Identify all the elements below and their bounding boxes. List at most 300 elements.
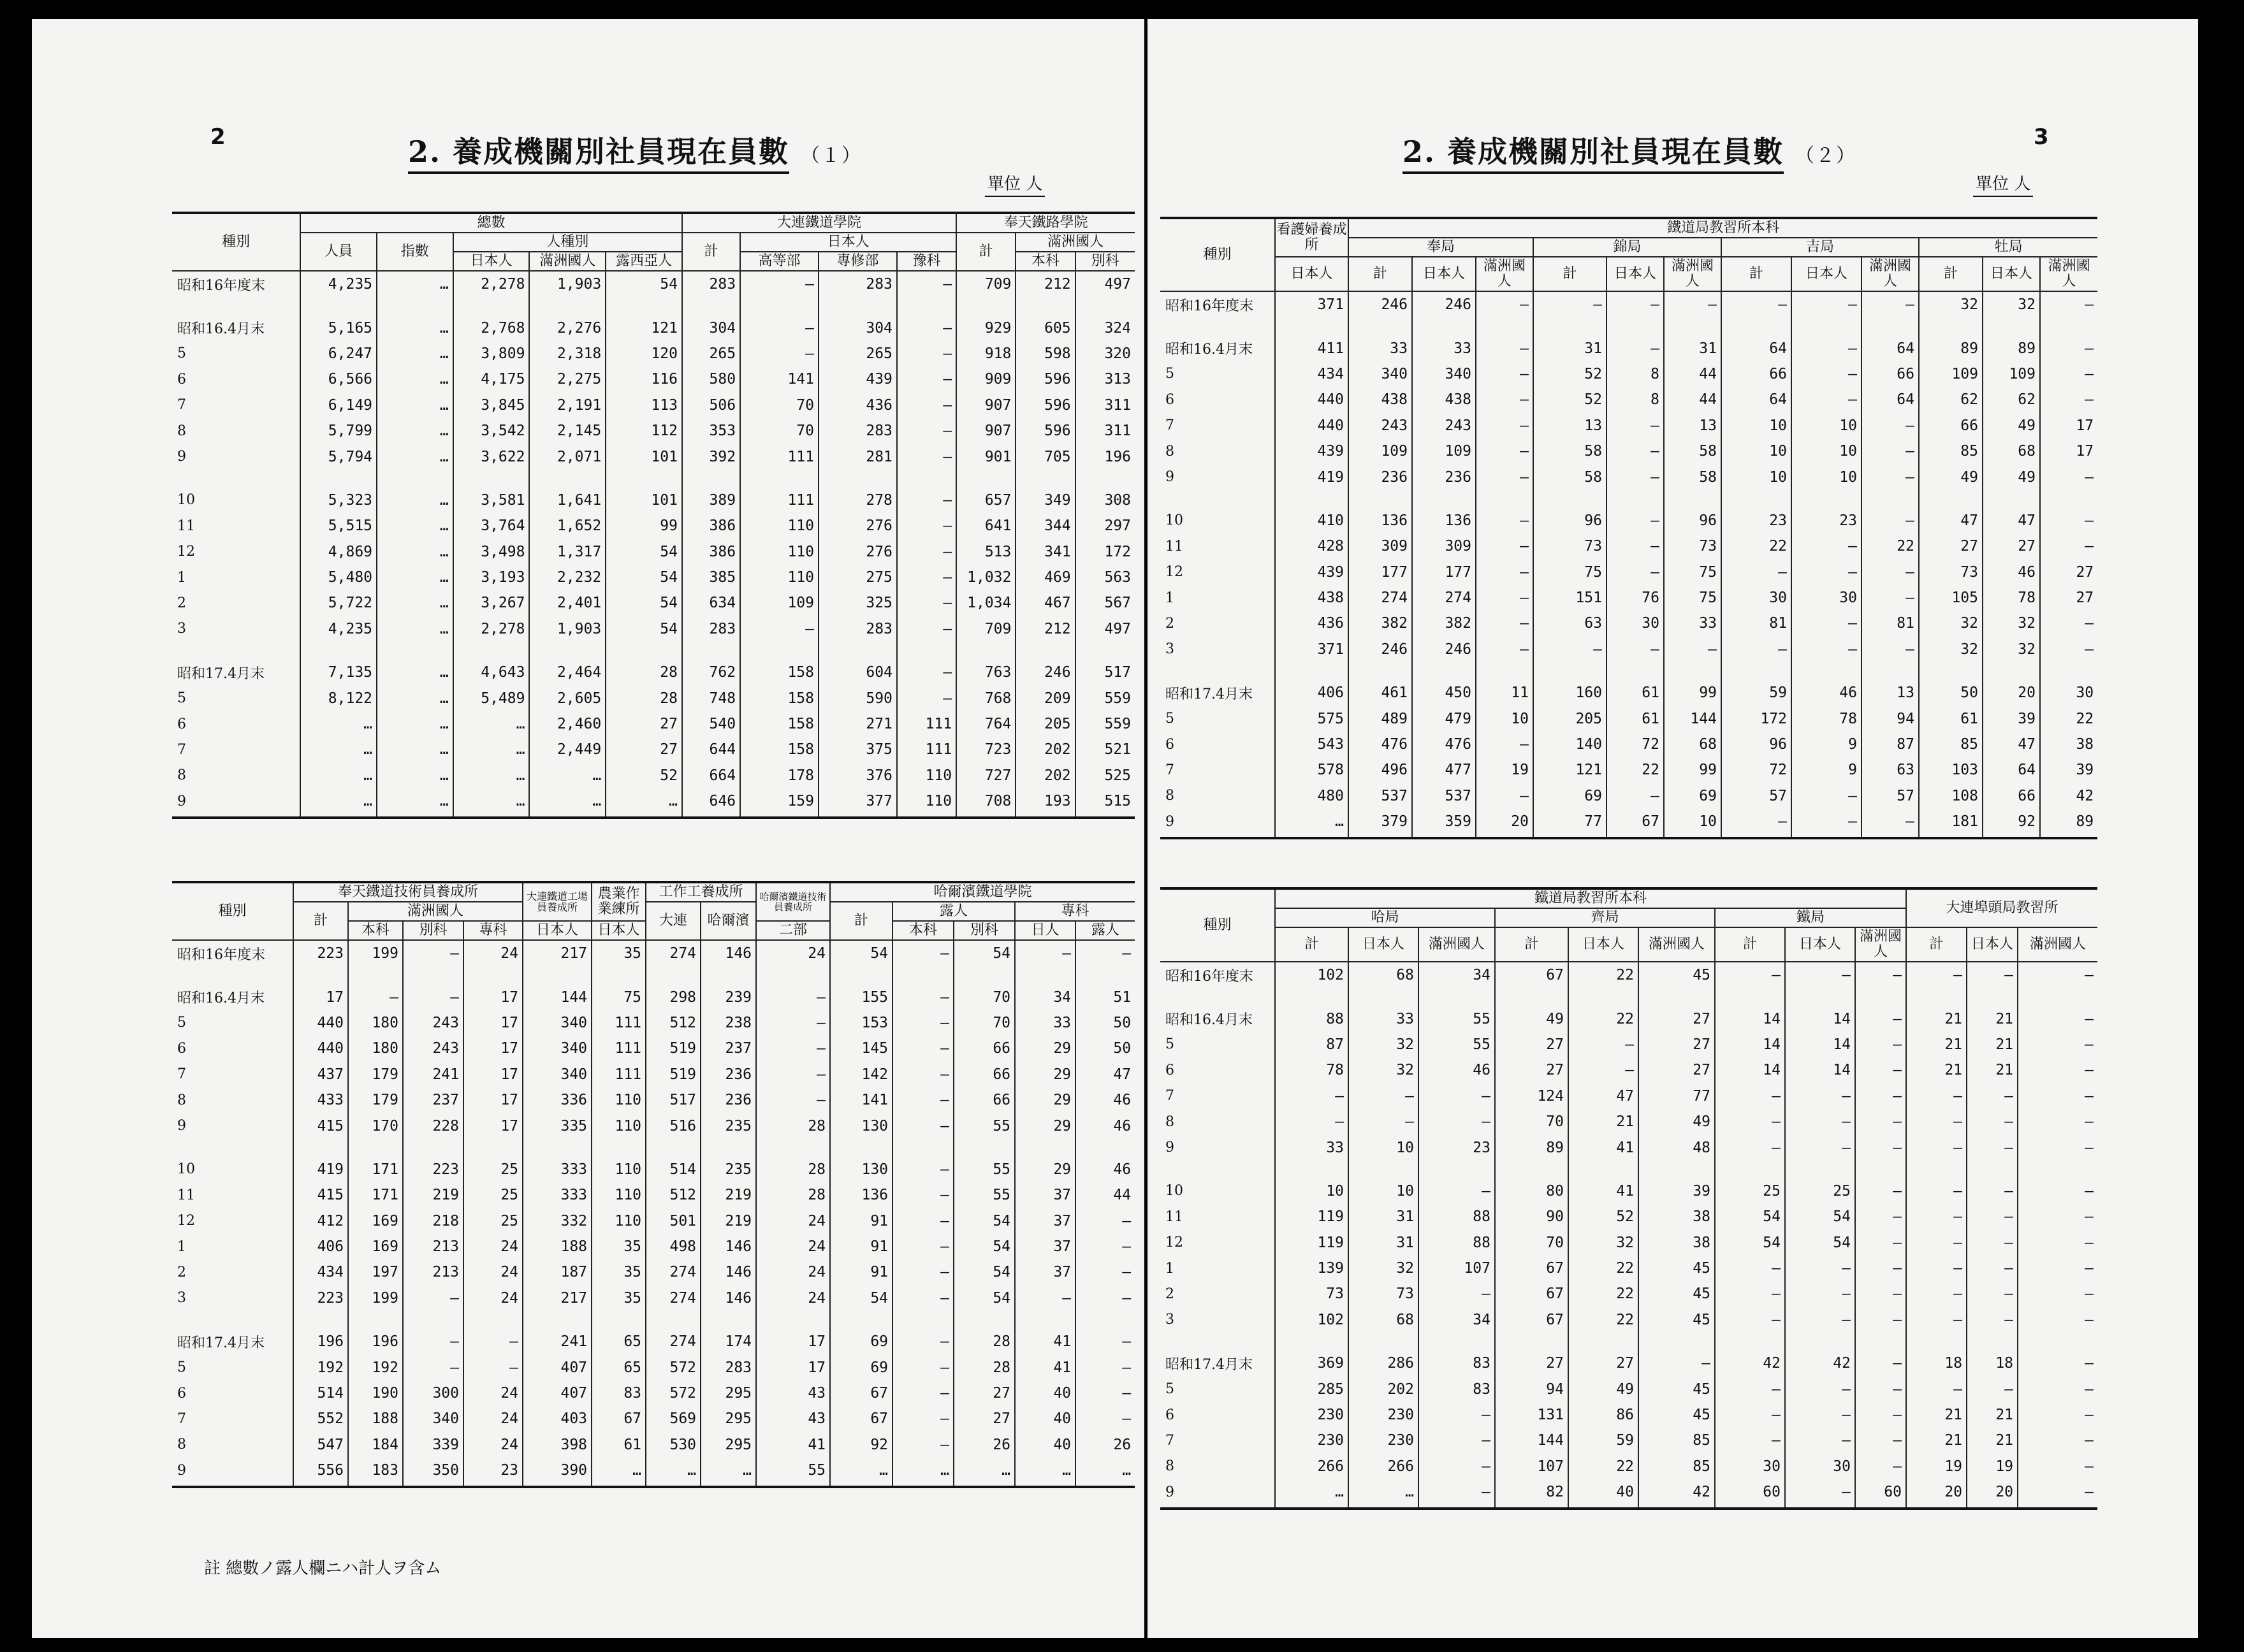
spacer-cell	[1412, 662, 1476, 680]
table-cell: 27	[1638, 1032, 1715, 1057]
spacer-cell	[830, 1311, 892, 1329]
table-cell: 325	[819, 590, 897, 616]
table-cell: —	[1791, 611, 1861, 636]
spacer-cell	[2018, 1333, 2097, 1351]
table-cell: 664	[682, 763, 740, 788]
table-lower	[172, 881, 1135, 1488]
table-cell: 131	[1495, 1402, 1568, 1428]
table-cell: …	[453, 737, 530, 762]
table-cell: 428	[1275, 533, 1348, 559]
row-label: 6	[1165, 391, 1174, 408]
row-label: 9	[177, 449, 186, 465]
table-cell: …	[377, 513, 453, 539]
table-cell: 513	[956, 539, 1016, 565]
table-cell: 22	[1568, 962, 1638, 988]
table-cell: 20	[1476, 809, 1533, 838]
table-cell: —	[1906, 1230, 1967, 1256]
table-cell: —	[1476, 361, 1533, 387]
table-cell: 512	[646, 1182, 701, 1208]
table-cell: 230	[1348, 1402, 1418, 1428]
table-cell: 341	[1016, 539, 1075, 565]
table-cell: 382	[1412, 611, 1476, 636]
table-cell: 33	[1664, 611, 1721, 636]
table-cell: 439	[819, 366, 897, 392]
table-cell: 91	[830, 1234, 892, 1259]
spacer-cell	[1906, 1161, 1967, 1178]
spacer-cell	[403, 966, 463, 984]
header-kei: 計	[1348, 257, 1412, 291]
spacer-cell	[646, 966, 701, 984]
spacer-cell	[529, 297, 606, 315]
title-part: （２）	[1795, 145, 1857, 167]
table-cell: 27	[1495, 1351, 1568, 1376]
header-mc: 滿洲國人	[529, 252, 606, 271]
table-cell: 177	[1412, 560, 1476, 585]
table-cell: 81	[1721, 611, 1791, 636]
spacer-cell	[1721, 317, 1791, 335]
row-spacer	[172, 1311, 1135, 1329]
table-cell: 146	[701, 1259, 756, 1285]
table-cell: 498	[646, 1234, 701, 1259]
table-cell: 41	[1015, 1329, 1075, 1354]
table-cell: —	[1418, 1402, 1495, 1428]
table-cell: 762	[682, 660, 740, 685]
table-cell: —	[897, 513, 956, 539]
table-cell: —	[1785, 1307, 1855, 1333]
table-cell: 158	[740, 711, 819, 737]
table-cell: 75	[1664, 585, 1721, 611]
spacer-cell	[956, 297, 1016, 315]
table-cell: —	[1785, 1479, 1855, 1509]
spacer-cell	[453, 470, 530, 488]
table-cell: 54	[1715, 1230, 1785, 1256]
table-cell: 572	[646, 1354, 701, 1380]
table-cell: 476	[1348, 732, 1412, 757]
spacer-cell	[1664, 317, 1721, 335]
header-harbin-rail: 哈爾濱鐵道技術員養成所	[756, 882, 830, 921]
table-cell: 109	[740, 590, 819, 616]
table-cell: 440	[1275, 413, 1348, 438]
table-cell: …	[830, 1458, 892, 1487]
table-cell: 3,267	[453, 590, 530, 616]
table-cell: 350	[403, 1458, 463, 1487]
header-kei: 計	[1275, 927, 1348, 962]
table-cell: 324	[1075, 315, 1135, 340]
table-cell: 158	[740, 660, 819, 685]
table-cell: 87	[1861, 732, 1919, 757]
table-cell: 110	[740, 565, 819, 590]
table-cell: …	[300, 763, 377, 788]
table-cell: 105	[1919, 585, 1983, 611]
table-cell: 73	[1919, 560, 1983, 585]
table-cell: —	[897, 616, 956, 642]
table-row	[1160, 1479, 2097, 1509]
spacer-cell	[1016, 642, 1075, 660]
table-cell: 130	[830, 1157, 892, 1182]
table-cell: 212	[1016, 616, 1075, 642]
table-cell: 909	[956, 366, 1016, 392]
table-cell: 10	[1664, 809, 1721, 838]
table-cell: —	[1785, 1428, 1855, 1453]
table-cell: —	[897, 341, 956, 366]
spacer-cell	[819, 470, 897, 488]
table-cell: 377	[819, 788, 897, 818]
header-jilin-bureau: 吉局	[1721, 238, 1919, 257]
table-row	[1160, 1230, 2097, 1256]
table-cell: —	[2018, 1307, 2097, 1333]
table-cell: 4,235	[300, 271, 377, 297]
header-senka: 專科	[463, 921, 523, 940]
table-cell: —	[897, 315, 956, 340]
table-cell: —	[892, 984, 954, 1010]
table-cell: —	[897, 271, 956, 297]
table-row	[172, 660, 1135, 685]
table-cell: 266	[1275, 1454, 1348, 1479]
table-cell: 8	[1606, 387, 1664, 412]
table-cell: 72	[1721, 757, 1791, 783]
spacer-cell	[348, 966, 403, 984]
table-cell: 54	[1785, 1230, 1855, 1256]
spacer-cell	[606, 470, 682, 488]
table-cell: 26	[1075, 1432, 1135, 1458]
spacer-cell	[523, 1311, 592, 1329]
table-row	[172, 418, 1135, 444]
table-cell: 219	[701, 1182, 756, 1208]
table-cell: 6,247	[300, 341, 377, 366]
table-cell: 111	[897, 711, 956, 737]
table-cell: 178	[740, 763, 819, 788]
table-cell: 54	[606, 590, 682, 616]
table-cell: 41	[1568, 1134, 1638, 1160]
table-cell: 241	[523, 1329, 592, 1354]
table-cell: —	[1476, 560, 1533, 585]
table-cell: 55	[756, 1458, 830, 1487]
spacer-cell	[2018, 988, 2097, 1006]
spacer-cell	[453, 642, 530, 660]
table-cell: 440	[293, 1010, 348, 1036]
header-keiko: 專修部	[819, 252, 897, 271]
table-cell: 5,794	[300, 444, 377, 469]
table-cell: 83	[592, 1380, 646, 1406]
table-cell: 295	[701, 1380, 756, 1406]
table-cell: 24	[463, 1259, 523, 1285]
table-cell: 82	[1495, 1479, 1568, 1509]
header-kei: 計	[1906, 927, 1967, 962]
spacer-cell	[1919, 317, 1983, 335]
table-cell: 54	[1785, 1204, 1855, 1229]
table-cell: 47	[1983, 732, 2040, 757]
table-cell: 236	[1348, 464, 1412, 489]
table-cell: 918	[956, 341, 1016, 366]
header-jp: 日本人	[1606, 257, 1664, 291]
table-cell: 87	[1275, 1032, 1348, 1057]
table-cell: 110	[592, 1157, 646, 1182]
table-cell: 1,903	[529, 271, 606, 297]
table-row	[172, 1432, 1135, 1458]
row-label: 昭和16年度末	[177, 946, 265, 963]
table-cell: 75	[1533, 560, 1606, 585]
table-cell: 604	[819, 660, 897, 685]
table-cell: 10	[1476, 706, 1533, 731]
table-cell: 2,071	[529, 444, 606, 469]
table-cell: 23	[1721, 508, 1791, 533]
header-jp: 日本人	[1412, 257, 1476, 291]
table-cell: 45	[1638, 1256, 1715, 1281]
table-cell: 68	[1664, 732, 1721, 757]
table-cell: 110	[740, 539, 819, 565]
table-cell: 519	[646, 1062, 701, 1087]
table-row	[1160, 464, 2097, 489]
table-cell: 51	[1075, 984, 1135, 1010]
row-label: 8	[1165, 788, 1174, 804]
table-cell: 69	[1533, 783, 1606, 809]
spacer-cell	[2040, 662, 2097, 680]
table-cell: 91	[830, 1208, 892, 1234]
table-cell: 929	[956, 315, 1016, 340]
table-cell: 24	[463, 1432, 523, 1458]
table-cell: 439	[1275, 560, 1348, 585]
table-cell: —	[1855, 1134, 1906, 1160]
spacer-cell	[300, 470, 377, 488]
table-cell: 4,235	[300, 616, 377, 642]
row-label: 2	[177, 1264, 186, 1280]
table-cell: 228	[403, 1113, 463, 1138]
table-cell: 171	[348, 1157, 403, 1182]
table-cell: 476	[1412, 732, 1476, 757]
spacer-cell	[1664, 490, 1721, 508]
table-row	[1160, 560, 2097, 585]
table-cell: —	[1785, 1134, 1855, 1160]
table-cell: 497	[1075, 271, 1135, 297]
spacer-cell	[819, 297, 897, 315]
spacer-cell	[892, 1139, 954, 1157]
table-cell: 4,175	[453, 366, 530, 392]
table-row	[172, 1182, 1135, 1208]
table-cell: 530	[646, 1432, 701, 1458]
spacer-cell	[1983, 317, 2040, 335]
table-cell: 236	[1412, 464, 1476, 489]
table-cell: 28	[756, 1113, 830, 1138]
spacer-cell	[1418, 1161, 1495, 1178]
table-cell: 298	[646, 984, 701, 1010]
spacer-cell	[2040, 317, 2097, 335]
table-cell: 33	[1275, 1134, 1348, 1160]
row-label: 昭和17.4月末	[1165, 686, 1253, 702]
spacer-cell	[1348, 662, 1412, 680]
table-row	[172, 940, 1135, 966]
table-cell: 136	[830, 1182, 892, 1208]
spacer-cell	[756, 1139, 830, 1157]
table-cell: 19	[1906, 1454, 1967, 1479]
table-cell: 496	[1348, 757, 1412, 783]
spacer-cell	[897, 642, 956, 660]
header-kei: 計	[1495, 927, 1568, 962]
table-cell: 92	[1983, 809, 2040, 838]
header-betsuka: 別科	[954, 921, 1015, 940]
table-cell: 243	[1412, 413, 1476, 438]
table-cell: …	[300, 711, 377, 737]
table-cell: 109	[1348, 438, 1412, 464]
table-cell: 537	[1348, 783, 1412, 809]
table-cell: 169	[348, 1234, 403, 1259]
header-fengtian-institute: 奉天鐵路學院	[956, 213, 1135, 233]
table-cell: 246	[1412, 637, 1476, 662]
table-cell: 144	[523, 984, 592, 1010]
table-cell: 14	[1715, 1057, 1785, 1083]
table-cell: 407	[523, 1354, 592, 1380]
table-cell: 14	[1785, 1032, 1855, 1057]
table-cell: 89	[2040, 809, 2097, 838]
table-cell: 18	[1967, 1351, 2018, 1376]
row-label: 12	[1165, 564, 1183, 581]
table-cell: 83	[1418, 1376, 1495, 1402]
table-cell: 285	[1275, 1376, 1348, 1402]
table-cell: …	[453, 788, 530, 818]
row-spacer	[172, 642, 1135, 660]
table-cell: 415	[293, 1113, 348, 1138]
table-cell: —	[1075, 1259, 1135, 1285]
table-cell: 47	[1568, 1083, 1638, 1109]
table-cell: 205	[1016, 711, 1075, 737]
table-cell: 139	[1275, 1256, 1348, 1281]
table-cell: 28	[606, 685, 682, 711]
table-cell: —	[1075, 940, 1135, 966]
table-cell: 506	[682, 393, 740, 418]
table-cell: —	[1418, 1454, 1495, 1479]
table-cell: 62	[1919, 387, 1983, 412]
spacer-cell	[1015, 966, 1075, 984]
table-cell: —	[1785, 962, 1855, 988]
table-cell: 436	[819, 393, 897, 418]
table-cell: 1,641	[529, 488, 606, 513]
table-cell: 88	[1275, 1006, 1348, 1031]
table-cell: 723	[956, 737, 1016, 762]
table-cell: 35	[592, 1234, 646, 1259]
table-cell: 196	[1075, 444, 1135, 469]
table-cell: 27	[606, 711, 682, 737]
table-cell: 246	[1348, 291, 1412, 317]
table-cell: 438	[1412, 387, 1476, 412]
header-bureau-school: 鐵道局教習所本科	[1275, 888, 1906, 908]
row-label: 12	[1165, 1235, 1183, 1251]
table-cell: 406	[1275, 680, 1348, 706]
table-cell: 17	[463, 1062, 523, 1087]
table-cell: —	[1785, 1256, 1855, 1281]
table-cell: —	[1606, 508, 1664, 533]
table-row	[1160, 757, 2097, 783]
table-cell: 31	[1533, 335, 1606, 361]
table-cell: 10	[1791, 413, 1861, 438]
table-cell: 1,034	[956, 590, 1016, 616]
spacer-cell	[1160, 662, 1275, 680]
table-cell: 29	[1015, 1157, 1075, 1182]
table-cell: 5,480	[300, 565, 377, 590]
row-label: 1	[177, 569, 186, 586]
table-cell: 101	[606, 444, 682, 469]
title-text: 2. 養成機關別社員現在員數	[1402, 134, 1784, 174]
table-cell: —	[1075, 1234, 1135, 1259]
table-cell: —	[1906, 1281, 1967, 1307]
table-cell: 230	[1275, 1402, 1348, 1428]
table-cell: 109	[1983, 361, 2040, 387]
table-cell: 271	[819, 711, 897, 737]
header-jp: 日本人	[1348, 927, 1418, 962]
table-cell: …	[606, 788, 682, 818]
table-cell: —	[2040, 637, 2097, 662]
table-cell: —	[1855, 1428, 1906, 1453]
table-cell: 155	[830, 984, 892, 1010]
row-spacer	[1160, 490, 2097, 508]
table-cell: 67	[1495, 962, 1568, 988]
table-cell: —	[892, 1208, 954, 1234]
row-label: 11	[1165, 538, 1183, 554]
table-cell: 479	[1412, 706, 1476, 731]
table-cell: 99	[1664, 680, 1721, 706]
table-cell: 42	[1638, 1479, 1715, 1509]
spacer-cell	[740, 297, 819, 315]
table-cell: 20	[1983, 680, 2040, 706]
table-cell: 110	[592, 1208, 646, 1234]
table-cell: 440	[1275, 387, 1348, 412]
table-cell: 17	[463, 984, 523, 1010]
table-cell: —	[348, 984, 403, 1010]
table-cell: 596	[1016, 366, 1075, 392]
table-row	[1160, 783, 2097, 809]
row-label: 6	[1165, 736, 1174, 753]
table-cell: 10	[1791, 438, 1861, 464]
table-cell: 57	[1861, 783, 1919, 809]
table-cell: 109	[1412, 438, 1476, 464]
table-cell: —	[1638, 1351, 1715, 1376]
table-row	[172, 1458, 1135, 1487]
table-cell: 543	[1275, 732, 1348, 757]
table-cell: 47	[1919, 508, 1983, 533]
table-row	[172, 1259, 1135, 1285]
table-cell: —	[1785, 1281, 1855, 1307]
table-cell: 28	[756, 1182, 830, 1208]
table-cell: 295	[701, 1406, 756, 1431]
table-cell: 174	[701, 1329, 756, 1354]
table-cell: —	[2040, 508, 2097, 533]
right-page	[1148, 19, 2198, 1638]
table-cell: —	[756, 1087, 830, 1113]
table-cell: —	[1791, 533, 1861, 559]
page-title	[1402, 129, 1856, 171]
table-cell: 44	[1664, 387, 1721, 412]
header-honka: 本科	[348, 921, 403, 940]
table-cell: 69	[830, 1354, 892, 1380]
spacer-cell	[1983, 662, 2040, 680]
table-cell: 379	[1348, 809, 1412, 838]
table-cell: 48	[1638, 1134, 1715, 1160]
table-cell: 33	[1348, 335, 1412, 361]
table-cell: 411	[1275, 335, 1348, 361]
table-cell: 419	[293, 1157, 348, 1182]
table-cell: —	[740, 341, 819, 366]
table-row	[172, 711, 1135, 737]
table-cell: 24	[756, 940, 830, 966]
row-label: 11	[1165, 1208, 1183, 1225]
table-cell: 14	[1715, 1006, 1785, 1031]
table-cell: 238	[701, 1010, 756, 1036]
table-cell: —	[1606, 413, 1664, 438]
table-cell: 49	[1568, 1376, 1638, 1402]
spacer-cell	[377, 642, 453, 660]
table-cell: 110	[592, 1113, 646, 1138]
table-cell: 49	[1638, 1109, 1715, 1134]
table-row	[1160, 1109, 2097, 1134]
row-label: 7	[1165, 1088, 1174, 1105]
